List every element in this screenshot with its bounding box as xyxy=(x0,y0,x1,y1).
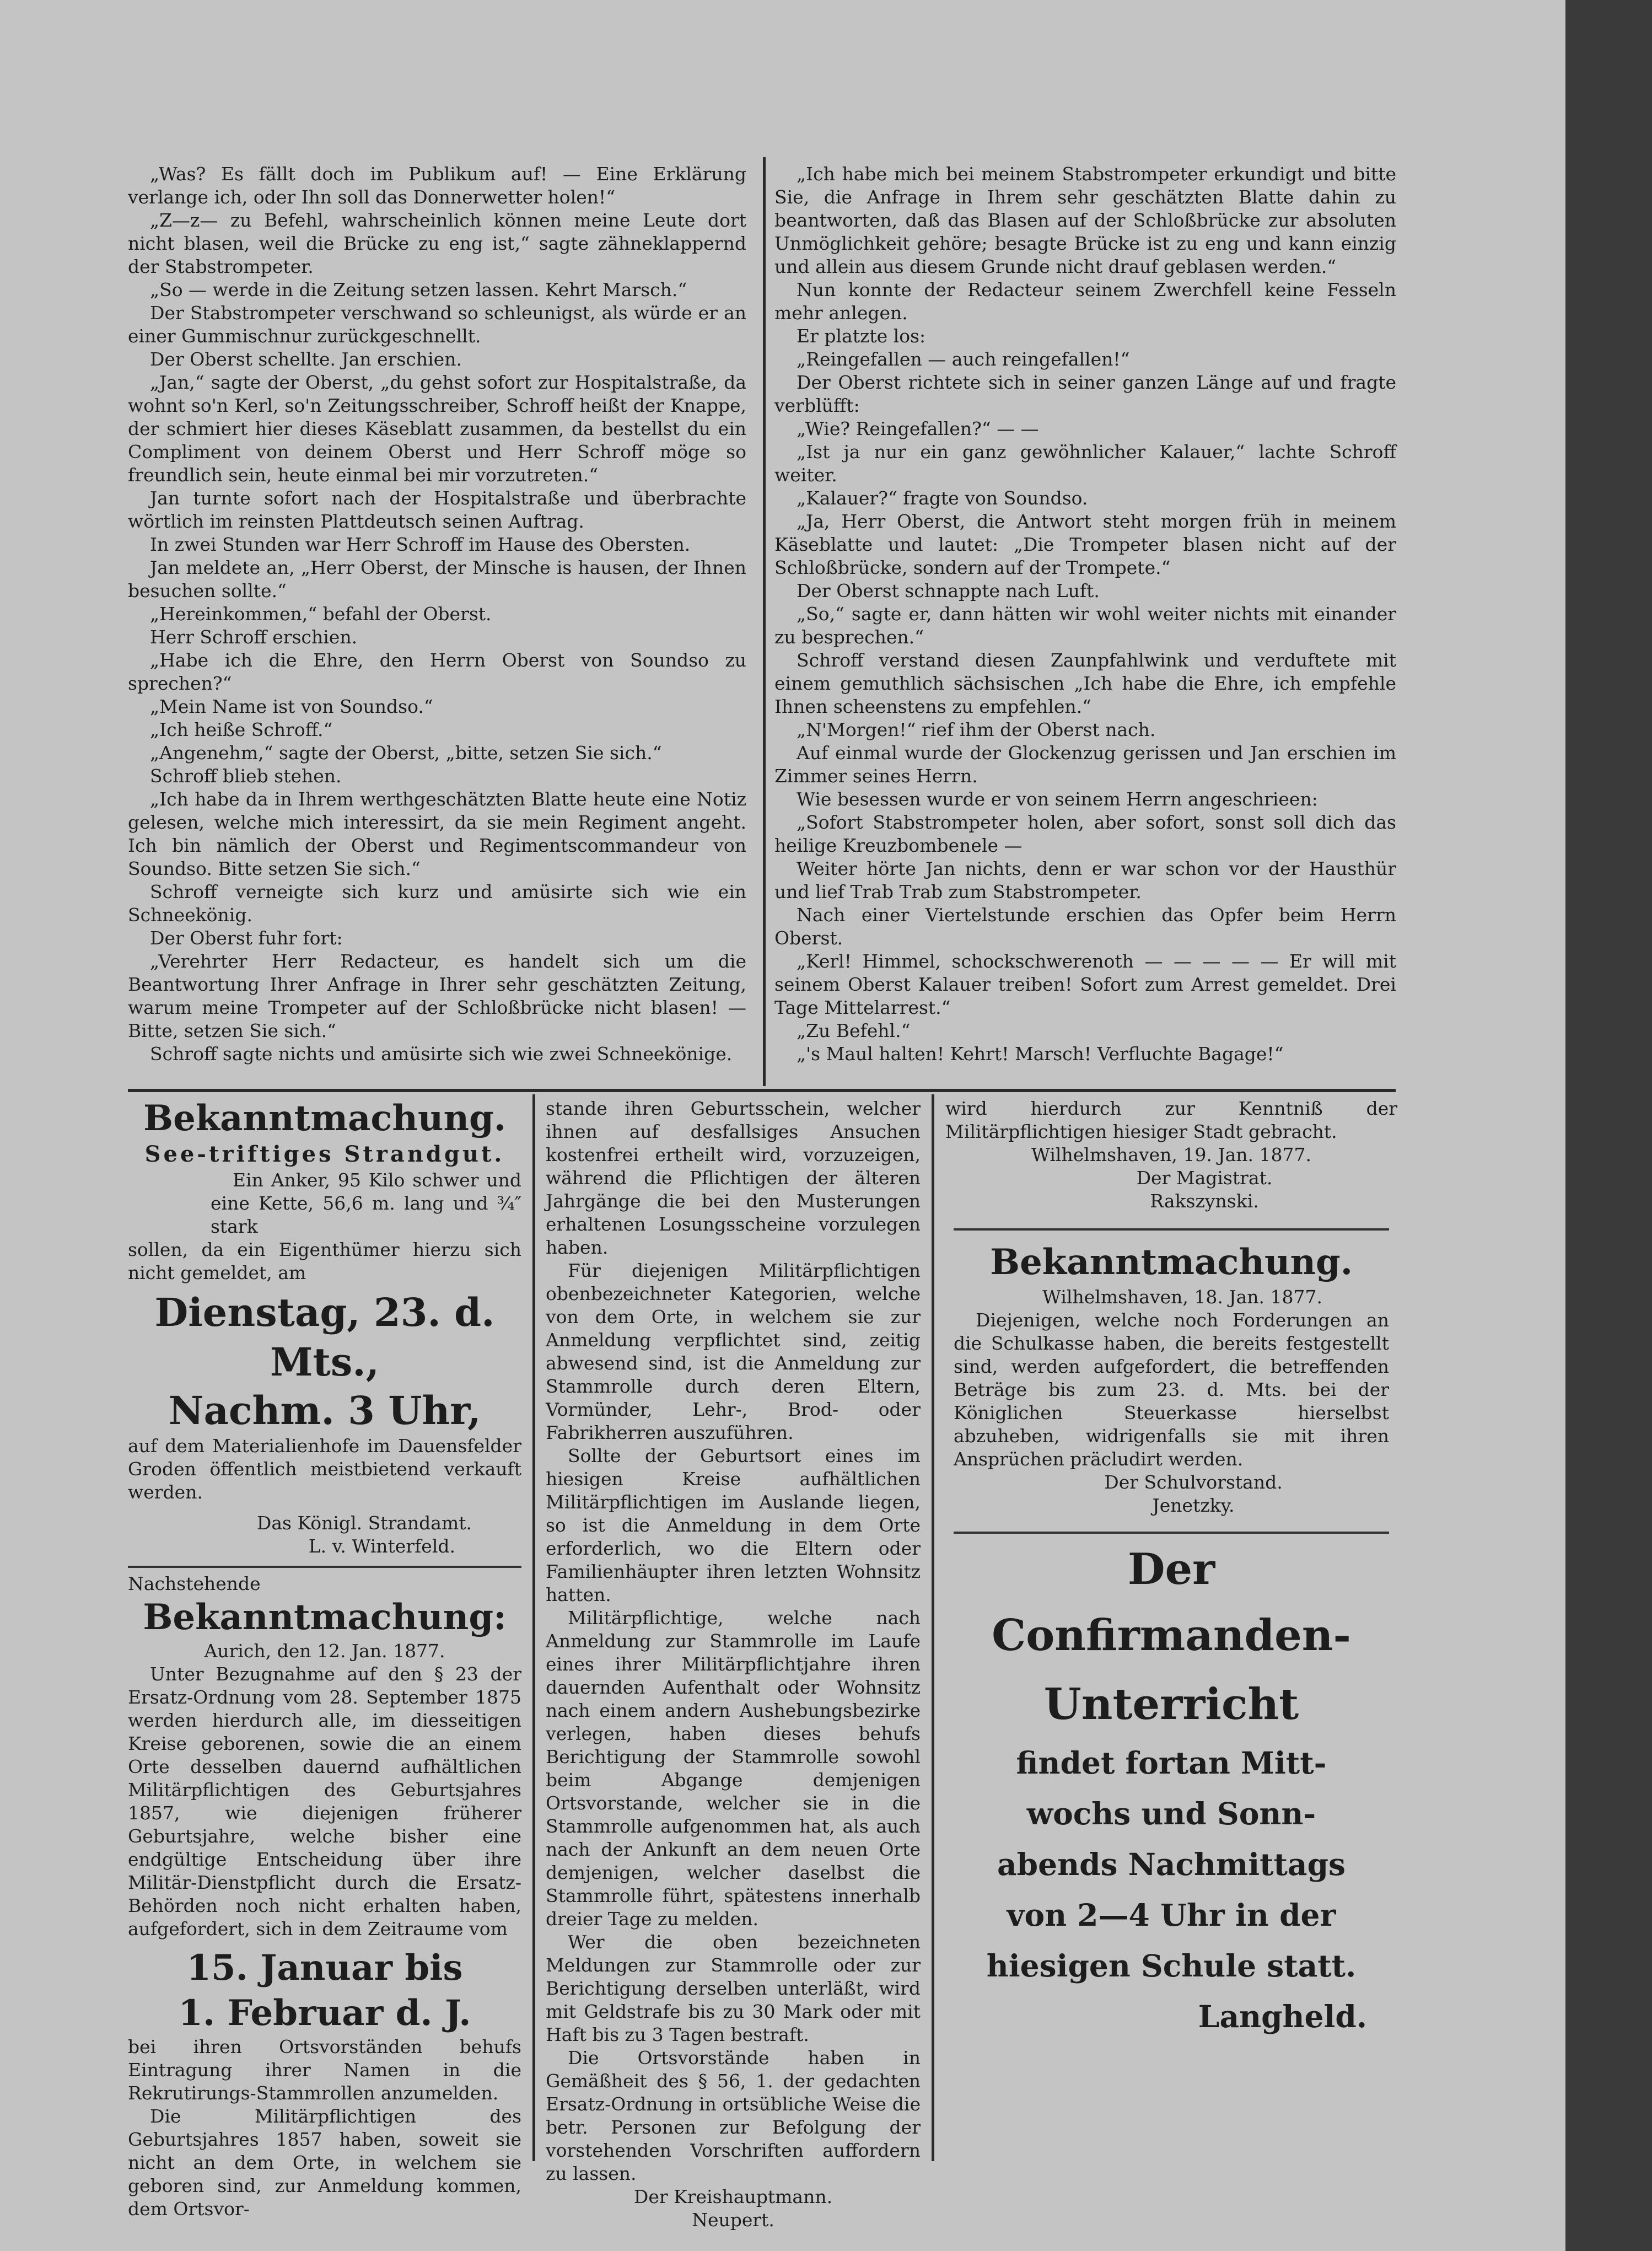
story-paragraph: Wie besessen wurde er von seinem Herrn angeschrieen: xyxy=(797,788,1318,810)
ad-schulkasse xyxy=(945,1239,1397,1517)
story-paragraph: „Ich habe mich bei meinem Stabstrompeter erkundigt und bitte Sie, die Anfrage in Ihrem sehr geschätzten Blatte dahin zu beantworten, daß das Blasen auf der Schloßbrücke zur absoluten Unmöglichkeit gehöre; besagte Brücke ist zu eng und kann einzig und allein aus diesem Grunde nicht drauf geblasen werden.“ xyxy=(774,163,1396,277)
story-paragraph: „Angenehm,“ sagte der Oberst, „bitte, setzen Sie sich.“ xyxy=(150,742,662,764)
ad-signature: L. v. Winterfeld. xyxy=(308,1535,455,1557)
column-divider xyxy=(763,157,766,1086)
ad-line: abends Nachmittags xyxy=(997,1846,1346,1882)
ad-place-date: Wilhelmshaven, 18. Jan. 1877. xyxy=(1042,1286,1322,1308)
story-paragraph: „Sofort Stabstrompeter holen, aber sofort, sonst soll dich das heilige Kreuzbombenele — xyxy=(774,812,1396,856)
story-paragraph: „So — werde in die Zeitung setzen lassen. Kehrt Marsch.“ xyxy=(150,279,687,300)
ad-text: bei ihren Ortsvorständen behufs Eintragung ihrer Namen in die Rekrutirungs-Stammrollen anzumelden. xyxy=(128,2036,521,2104)
ad-text: Für diejenigen Militärpflichtigen obenbezeichneter Kategorien, welche von dem Orte, in welchem sie zur Anmeldung verpflichtet sind, zeitig abwesend sind, ist die Anmeldung zur Stammrolle durch deren Eltern, Vormünder, Lehr-, Brod- oder Fabrikherren auszuführen. xyxy=(546,1260,921,1443)
ad-line: Unterricht xyxy=(1043,1679,1299,1729)
ad-subtitle: See-triftiges Strandgut. xyxy=(144,1141,505,1167)
story-paragraph: „Zu Befehl.“ xyxy=(797,1020,911,1041)
ad-date-line: 15. Januar bis xyxy=(186,1947,463,1989)
story-paragraph: Der Oberst fuhr fort: xyxy=(150,927,343,949)
story-paragraph: Der Stabstrompeter verschwand so schleunigst, als würde er an einer Gummischnur zurückgeschnellt. xyxy=(128,302,746,347)
story-paragraph: „Verehrter Herr Redacteur, es handelt sich um die Beantwortung Ihrer Anfrage in Ihrer sehr geschätzten Zeitung, warum meine Trompeter auf der Schloßbrücke nicht blasen! — Bitte, setzen Sie sich.“ xyxy=(128,950,746,1041)
story-paragraph: In zwei Stunden war Herr Schroff im Hause des Obersten. xyxy=(150,534,691,555)
story-paragraph: Nun konnte der Redacteur seinem Zwerchfell keine Fesseln mehr anlegen. xyxy=(774,279,1396,324)
ad-line: von 2—4 Uhr in der xyxy=(1007,1897,1336,1933)
ad-line: Der xyxy=(1127,1544,1215,1594)
ad-date-line: Nachm. 3 Uhr, xyxy=(168,1388,481,1433)
ad-date-line: 1. Februar d. J. xyxy=(178,1992,471,2034)
ad-magistrat xyxy=(945,1097,1397,1213)
ad-signature: Der Kreishauptmann. xyxy=(633,2186,833,2207)
ad-separator xyxy=(128,1566,521,1568)
story-paragraph: Der Oberst schellte. Jan erschien. xyxy=(150,348,462,370)
story-paragraph: Schroff blieb stehen. xyxy=(150,765,342,787)
ad-column-right xyxy=(945,1097,1397,2161)
ad-text: Diejenigen, welche noch Forderungen an die Schulkasse haben, die bereits festgestellt sind, werden aufgefordert, die betreffenden Beträge bis zum 23. d. Mts. bei der Königlichen Steuerkasse hierselbst abzuheben, widrigenfalls sie mit ihren Ansprüchen präcludirt werden. xyxy=(954,1309,1389,1470)
story-paragraph: „Wie? Reingefallen?“ — — xyxy=(797,418,1039,439)
story-paragraph: Schroff verstand diesen Zaunpfahlwink und verduftete mit einem gemuthlich sächsischen „Ich habe die Ehre, ich empfehle Ihnen scheenstens zu empfehlen.“ xyxy=(774,649,1396,717)
story-paragraph: Er platzte los: xyxy=(797,325,926,347)
ad-title: Bekanntmachung. xyxy=(143,1098,507,1139)
story-paragraph: „Kalauer?“ fragte von Soundso. xyxy=(797,487,1088,509)
ad-text: wird hierdurch zur Kenntniß der Militärpflichtigen hiesiger Stadt gebracht. xyxy=(945,1098,1397,1142)
story-paragraph: Schroff sagte nichts und amüsirte sich wie zwei Schneekönige. xyxy=(150,1043,733,1065)
ad-strandgut xyxy=(128,1097,521,1558)
column-divider xyxy=(932,1094,934,2161)
ad-text: Die Militärpflichtigen des Geburtsjahres 1857 haben, soweit sie nicht an dem Orte, in welchem sie geboren sind, zur Anmeldung kommen, dem Ortsvor- xyxy=(128,2105,521,2220)
ad-separator xyxy=(954,1228,1389,1231)
ad-text: Sollte der Geburtsort eines im hiesigen Kreise aufhältlichen Militärpflichtigen im Auslande liegen, so ist die Anmeldung in dem Orte erforderlich, wo die Eltern oder Familienhäupter ihren letzten Wohnsitz hatten. xyxy=(546,1445,921,1605)
ad-column-left xyxy=(128,1097,521,2220)
ad-text: Unter Bezugnahme auf den § 23 der Ersatz-Ordnung vom 28. September 1875 werden hierdurch alle, im diesseitigen Kreise geborenen, sowie die an einem Orte desselben dauernd aufhältlichen Militärpflichtigen des Geburtsjahres 1857, wie diejenigen früherer Geburtsjahre, welche bisher eine endgültige Entscheidung über ihre Militär-Dienstpflicht durch die Ersatz-Behörden noch nicht erhalten haben, aufgefordert, sich in dem Zeitraume vom xyxy=(128,1663,521,1940)
story-paragraph: „Z—z— zu Befehl, wahrscheinlich können meine Leute dort nicht blasen, weil die Brücke zu eng ist,“ sagte zähneklappernd der Stabstrompeter. xyxy=(128,209,746,277)
ad-text: Ein Anker, 95 Kilo schwer und eine Kette, 56,6 m. lang und ¾″ stark xyxy=(211,1169,521,1237)
ad-signature: Der Schulvorstand. xyxy=(1104,1471,1283,1493)
ad-text: Die Ortsvorstände haben in Gemäßheit des § 56, 1. der gedachten Ersatz-Ordnung in ortsübliche Weise die betr. Personen zur Befolgung der vorstehenden Vorschriften auffordern zu lassen. xyxy=(546,2047,921,2184)
story-column-right xyxy=(774,163,1396,1083)
story-paragraph: „Ja, Herr Oberst, die Antwort steht morgen früh in meinem Käseblatte und lautet: „Die Trompeter blasen nicht auf der Schloßbrücke, sondern auf der Trompete.“ xyxy=(774,511,1396,578)
story-paragraph: „Kerl! Himmel, schockschwerenoth — — — — — Er will mit seinem Oberst Kalauer treiben! Sofort zum Arrest gemeldet. Drei Tage Mittelarrest.“ xyxy=(774,950,1396,1018)
ad-place-date: Wilhelmshaven, 19. Jan. 1877. xyxy=(1031,1144,1311,1165)
ad-text: Wer die oben bezeichneten Meldungen zur Stammrolle oder zur Berichtigung derselben unterläßt, wird mit Geldstrafe bis zu 30 Mark oder mit Haft bis zu 3 Tagen bestraft. xyxy=(546,1931,921,2045)
story-paragraph: Jan meldete an, „Herr Oberst, der Minsche is hausen, der Ihnen besuchen sollte.“ xyxy=(128,557,746,601)
story-paragraph: „So,“ sagte er, dann hätten wir wohl weiter nichts mit einander zu besprechen.“ xyxy=(774,603,1396,648)
ad-line: Confirmanden- xyxy=(992,1610,1351,1661)
story-paragraph: „Mein Name ist von Soundso.“ xyxy=(150,696,433,717)
ad-title: Bekanntmachung: xyxy=(143,1597,507,1638)
story-paragraph: „'s Maul halten! Kehrt! Marsch! Verfluchte Bagage!“ xyxy=(797,1043,1284,1065)
ad-title: Bekanntmachung. xyxy=(989,1242,1353,1283)
story-paragraph: „Ist ja nur ein ganz gewöhnlicher Kalauer,“ lachte Schroff weiter. xyxy=(774,441,1396,486)
section-divider xyxy=(128,1089,1396,1092)
ad-column-middle xyxy=(546,1097,921,2231)
ad-signature: Rakszynski. xyxy=(1150,1190,1259,1212)
ad-signature: Das Königl. Strandamt. xyxy=(256,1512,472,1534)
story-paragraph: Schroff verneigte sich kurz und amüsirte sich wie ein Schneekönig. xyxy=(128,881,746,926)
ad-pre-title: Nachstehende xyxy=(128,1573,261,1594)
story-paragraph: Auf einmal wurde der Glockenzug gerissen und Jan erschien im Zimmer seines Herrn. xyxy=(774,742,1396,787)
ad-confirmanden xyxy=(945,1539,1397,2042)
story-paragraph: „Ich habe da in Ihrem werthgeschätzten Blatte heute eine Notiz gelesen, welche mich interessirt, da sie mein Regiment angeht. Ich bin nämlich der Oberst und Regimentscommandeur von Soundso. Bitte setzen Sie sich.“ xyxy=(128,788,746,879)
story-column-left xyxy=(128,163,746,1083)
ad-line: wochs und Sonn- xyxy=(1026,1796,1316,1831)
ad-ersatz xyxy=(128,1572,521,2221)
ad-signature: Jenetzky. xyxy=(1152,1495,1235,1516)
story-paragraph: „Was? Es fällt doch im Publikum auf! — Eine Erklärung verlange ich, oder Ihn soll das Donnerwetter holen!“ xyxy=(128,163,746,208)
story-paragraph: „Habe ich die Ehre, den Herrn Oberst von Soundso zu sprechen?“ xyxy=(128,649,746,694)
story-paragraph: Der Oberst richtete sich in seiner ganzen Länge auf und fragte verblüfft: xyxy=(774,372,1396,416)
ad-signature: Der Magistrat. xyxy=(1136,1167,1273,1189)
ad-text: stande ihren Geburtsschein, welcher ihnen auf desfallsiges Ansuchen kostenfrei ertheilt wird, vorzuzeigen, während die Pflichtigen der älteren Jahrgänge die bei den Musterungen erhaltenen Losungsscheine vorzulegen haben. xyxy=(546,1098,921,1258)
story-paragraph: Herr Schroff erschien. xyxy=(150,626,358,648)
story-paragraph: Weiter hörte Jan nichts, denn er war schon vor der Hausthür und lief Trab Trab zum Stabstrompeter. xyxy=(774,858,1396,902)
story-paragraph: „N'Morgen!“ rief ihm der Oberst nach. xyxy=(797,719,1156,740)
ad-date-line: Dienstag, 23. d. Mts., xyxy=(154,1290,495,1385)
story-paragraph: Jan turnte sofort nach der Hospitalstraße und überbrachte wörtlich im reinsten Plattdeutsch seinen Auftrag. xyxy=(128,487,746,532)
column-divider xyxy=(532,1094,535,2161)
ad-text: auf dem Materialienhofe im Dauensfelder Groden öffentlich meistbietend verkauft werden. xyxy=(128,1435,521,1503)
page-edge-shadow xyxy=(1565,0,1652,2251)
story-paragraph: Nach einer Viertelstunde erschien das Opfer beim Herrn Oberst. xyxy=(774,904,1396,949)
ad-line: hiesigen Schule statt. xyxy=(986,1948,1357,1984)
ad-signature: Langheld. xyxy=(1198,1998,1367,2034)
ad-place-date: Aurich, den 12. Jan. 1877. xyxy=(204,1640,445,1662)
ad-text: sollen, da ein Eigenthümer hierzu sich nicht gemeldet, am xyxy=(128,1239,521,1283)
story-paragraph: „Hereinkommen,“ befahl der Oberst. xyxy=(150,603,492,625)
story-paragraph: Der Oberst schnappte nach Luft. xyxy=(797,580,1100,601)
story-paragraph: „Reingefallen — auch reingefallen!“ xyxy=(797,348,1130,370)
ad-text: Militärpflichtige, welche nach Anmeldung zur Stammrolle im Laufe eines ihrer Militärpflichtjahre ihren dauernden Aufenthalt oder Wohnsitz nach einem andern Aushebungsbezirke verlegen, haben dieses behufs Berichtigung der Stammrolle sowohl beim Abgange demjenigen Ortsvorstande, welcher sie in die Stammrolle aufgenommen hat, als auch nach der Ankunft an dem neuen Orte demjenigen, welcher daselbst die Stammrolle führt, spätestens innerhalb dreier Tage zu melden. xyxy=(546,1607,921,1930)
ad-separator xyxy=(954,1532,1389,1534)
ad-signature: Neupert. xyxy=(692,2209,774,2231)
story-paragraph: „Jan,“ sagte der Oberst, „du gehst sofort zur Hospitalstraße, da wohnt so'n Kerl, so'n Zeitungsschreiber, Schroff heißt der Knappe, der schmiert hier dieses Käseblatt zusammen, da bestellst du ein Compliment von deinem Oberst und Herr Schroff möge so freundlich sein, heute einmal bei mir vorzutreten.“ xyxy=(128,372,746,486)
ad-line: findet fortan Mitt- xyxy=(1016,1745,1327,1781)
story-paragraph: „Ich heiße Schroff.“ xyxy=(150,719,333,740)
